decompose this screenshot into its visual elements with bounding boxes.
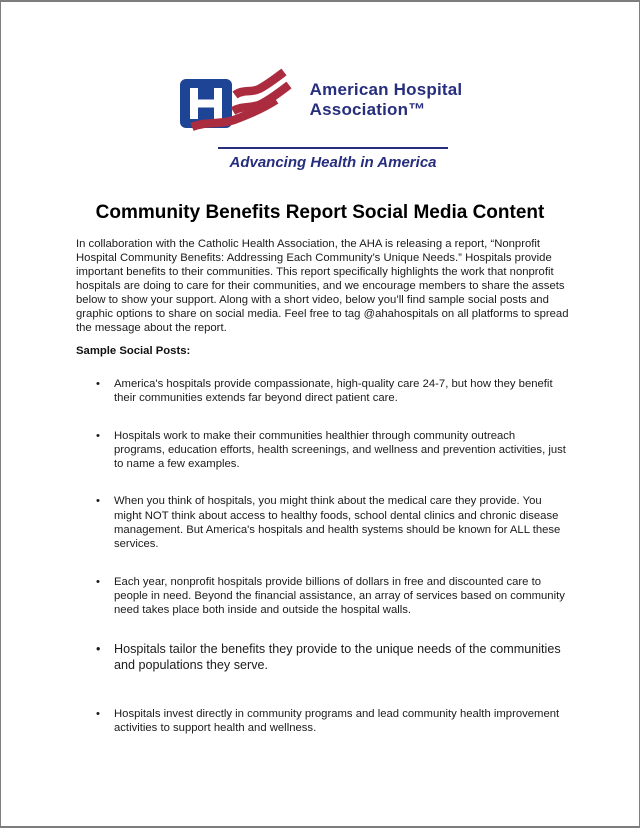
bullet-icon: • xyxy=(96,707,100,720)
post-text: Each year, nonprofit hospitals provide billions of dollars in free and discounted care to people in need. Beyond the financial assistance, an array of services based on community need takes place both inside and outside the hospital walls. xyxy=(114,575,565,617)
intro-paragraph: In collaboration with the Catholic Health Association, the AHA is releasing a report, “Nonprofit Hospital Community Benefits: Addressing Each Community’s Unique Needs.” Hospitals provide important benefits to their communities. This report specifically highlights the work that nonprofit hospitals are doing to care for their communities, and we encourage members to share the assets below to show your support. Along with a short video, below you’ll find sample social posts and graphic options to share on social media. Feel free to tag @ahahospitals on all platforms to spread the message about the report. xyxy=(76,238,569,334)
list-item xyxy=(96,377,567,406)
org-name-line1: American Hospital xyxy=(309,80,463,99)
list-item xyxy=(96,707,567,736)
post-text: When you think of hospitals, you might think about the medical care they provide. You might NOT think about access to healthy foods, school dental clinics and chronic disease management. But America's hospitals and health systems should be known for ALL these services. xyxy=(114,495,561,551)
logo-row xyxy=(178,66,463,132)
list-item xyxy=(96,641,567,674)
post-text: America's hospitals provide compassionate, high-quality care 24-7, but how they benefit their communities extends far beyond direct patient care. xyxy=(114,378,553,405)
logo-divider xyxy=(218,147,448,149)
aha-logo xyxy=(1,66,639,171)
bullet-icon: • xyxy=(96,641,101,656)
list-item xyxy=(96,494,567,551)
bullet-icon: • xyxy=(96,378,100,390)
social-posts-list xyxy=(96,377,567,735)
org-name xyxy=(310,80,463,120)
post-text: Hospitals tailor the benefits they provide to the unique needs of the communities and populations they serve. xyxy=(114,641,561,673)
post-text: Hospitals work to make their communities healthier through community outreach programs, education efforts, health screenings, and wellness and prevention activities, just to name a few examples. xyxy=(114,429,566,471)
bullet-icon: • xyxy=(96,575,100,588)
aha-flag-logo-icon xyxy=(178,66,296,132)
logo-tagline: Advancing Health in America xyxy=(229,154,437,171)
list-item xyxy=(96,575,567,618)
bullet-icon: • xyxy=(96,429,100,442)
page-title: Community Benefits Report Social Media Content xyxy=(95,202,545,223)
post-text: Hospitals invest directly in community programs and lead community health improvement activities to support health and wellness. xyxy=(114,707,560,734)
org-name-line2: Association™ xyxy=(309,100,426,119)
section-heading: Sample Social Posts: xyxy=(76,345,191,357)
list-item xyxy=(96,429,567,472)
bullet-icon: • xyxy=(96,495,100,508)
